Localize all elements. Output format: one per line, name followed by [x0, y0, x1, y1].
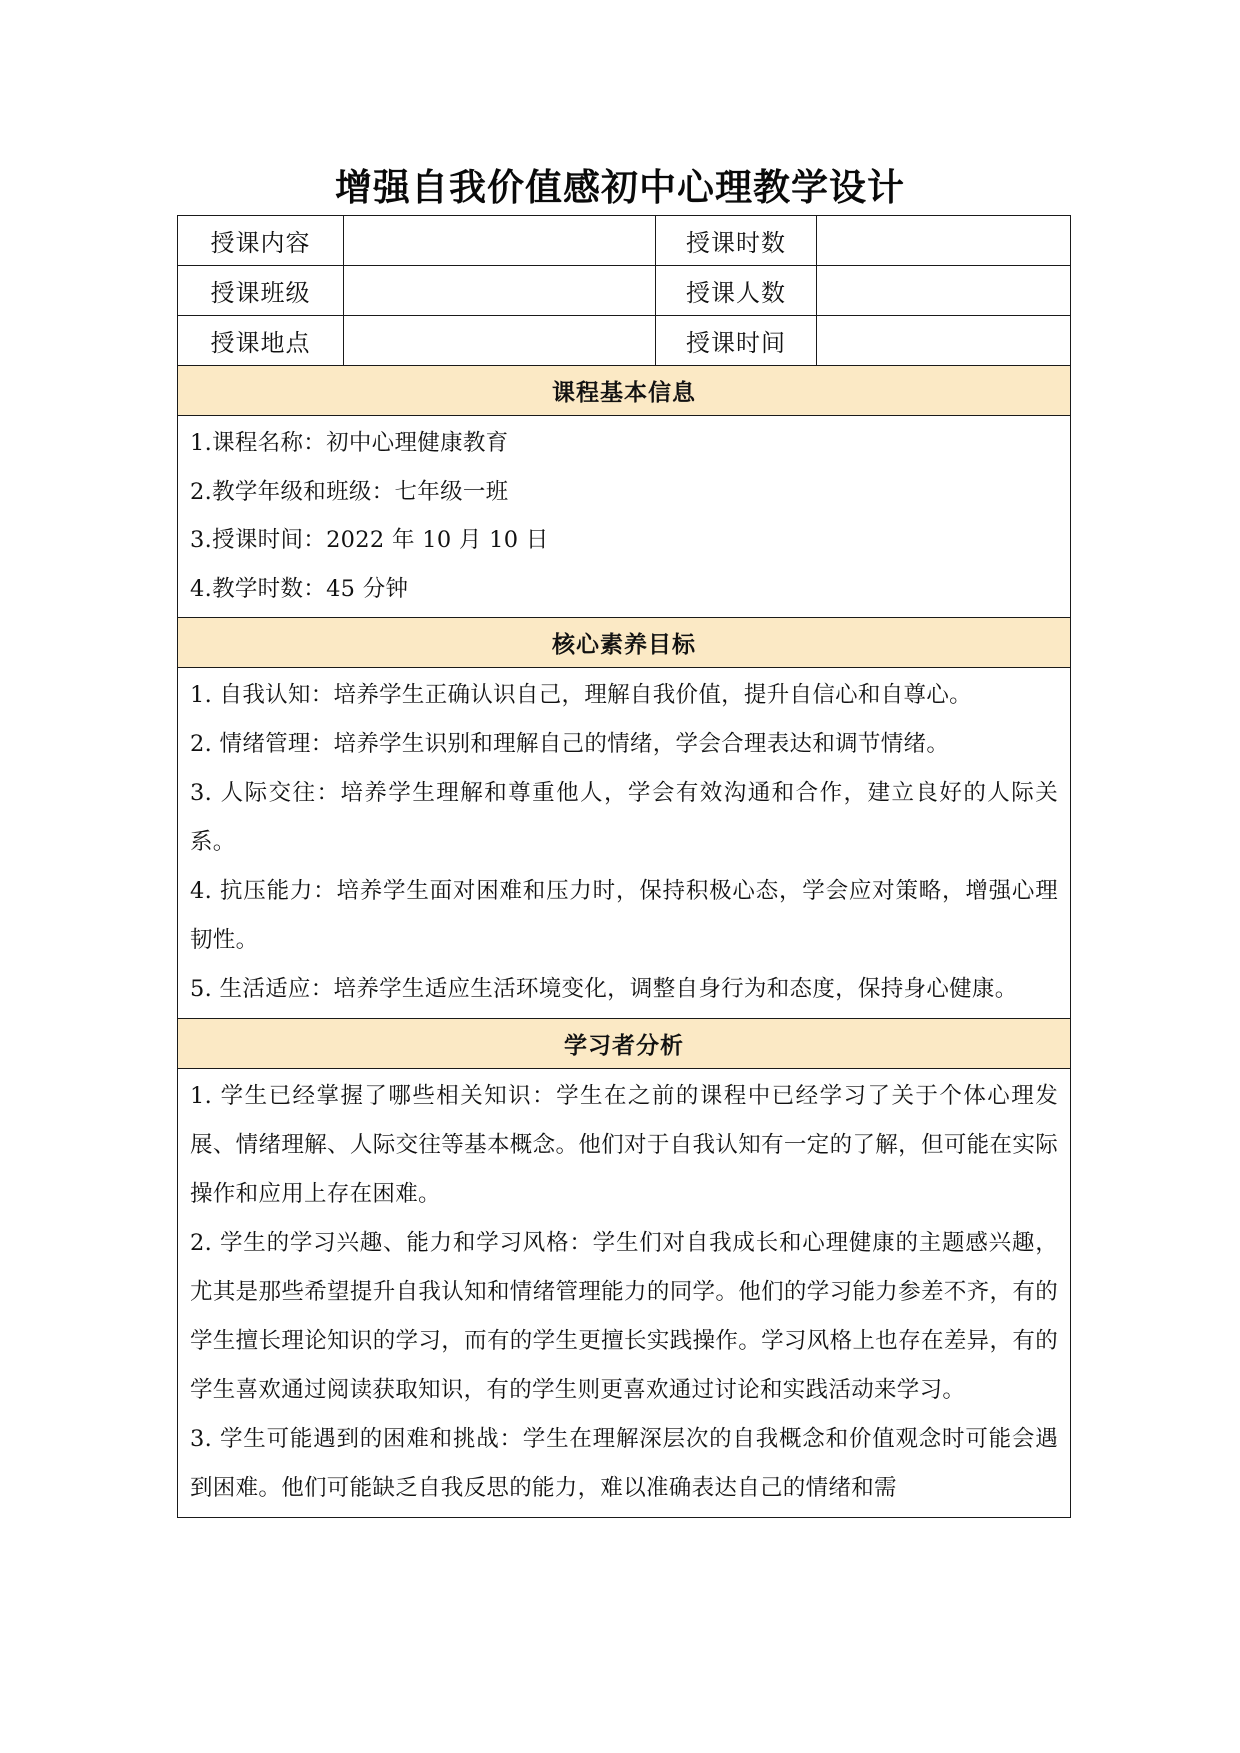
basic-info-item: 1.课程名称：初中心理健康教育: [190, 430, 509, 456]
core-goal-item: 3. 人际交往：培养学生理解和尊重他人，学会有效沟通和合作，建立良好的人际关系。: [190, 780, 1058, 855]
basic-info-item: 4.教学时数：45 分钟: [190, 575, 409, 602]
label-lesson-hours: 授课时数: [656, 216, 817, 266]
value-lesson-hours[interactable]: [817, 216, 1071, 266]
section-header-core-goals: [178, 618, 1071, 668]
basic-info-item: 2.教学年级和班级：七年级一班: [190, 478, 509, 505]
section-header-basic-info: [178, 366, 1071, 416]
section-body-basic-info: [178, 416, 1071, 618]
value-student-count[interactable]: [817, 266, 1071, 316]
core-goal-item: 4. 抗压能力：培养学生面对困难和压力时，保持积极心态，学会应对策略，增强心理韧性。: [190, 878, 1058, 953]
core-goal-item: 5. 生活适应：培养学生适应生活环境变化，调整自身行为和态度，保持身心健康。: [190, 976, 1018, 1002]
core-goal-item: 2. 情绪管理：培养学生识别和理解自己的情绪，学会合理表达和调节情绪。: [190, 731, 950, 757]
section-heading: 核心素养目标: [178, 618, 1071, 668]
info-row-location: [178, 316, 1071, 366]
label-lesson-class: 授课班级: [178, 266, 344, 316]
value-lesson-content[interactable]: [344, 216, 656, 266]
section-heading: 课程基本信息: [178, 366, 1071, 416]
learner-analysis-item: 2. 学生的学习兴趣、能力和学习风格：学生们对自我成长和心理健康的主题感兴趣，尤其是那些希望提升自我认知和情绪管理能力的同学。他们的学习能力参差不齐，有的学生擅长理论知识的学习，而有的学生更擅长实践操作。学习风格上也存在差异，有的学生喜欢通过阅读获取知识，有的学生则更喜欢通过讨论和实践活动来学习。: [190, 1230, 1058, 1403]
page-title: 增强自我价值感初中心理教学设计: [335, 166, 905, 209]
section-header-learner-analysis: [178, 1019, 1071, 1069]
value-lesson-time[interactable]: [817, 316, 1071, 366]
info-row-content: [178, 216, 1071, 266]
label-lesson-content: 授课内容: [178, 216, 344, 266]
learner-analysis-item: 1. 学生已经掌握了哪些相关知识：学生在之前的课程中已经学习了关于个体心理发展、情绪理解、人际交往等基本概念。他们对于自我认知有一定的了解，但可能在实际操作和应用上存在困难。: [190, 1083, 1058, 1207]
basic-info-item: 3.授课时间：2022 年 10 月 10 日: [190, 527, 549, 553]
section-body-core-goals: [178, 668, 1071, 1019]
section-heading: 学习者分析: [178, 1019, 1071, 1069]
lesson-plan-table: [177, 215, 1071, 1518]
label-lesson-location: 授课地点: [178, 316, 344, 366]
label-lesson-time: 授课时间: [656, 316, 817, 366]
value-lesson-class[interactable]: [344, 266, 656, 316]
section-body-learner-analysis: [178, 1069, 1071, 1518]
core-goal-item: 1. 自我认知：培养学生正确认识自己，理解自我价值，提升自信心和自尊心。: [190, 682, 972, 708]
label-student-count: 授课人数: [656, 266, 817, 316]
info-row-class: [178, 266, 1071, 316]
value-lesson-location[interactable]: [344, 316, 656, 366]
learner-analysis-item: 3. 学生可能遇到的困难和挑战：学生在理解深层次的自我概念和价值观念时可能会遇到困难。他们可能缺乏自我反思的能力，难以准确表达自己的情绪和需: [190, 1426, 1058, 1501]
